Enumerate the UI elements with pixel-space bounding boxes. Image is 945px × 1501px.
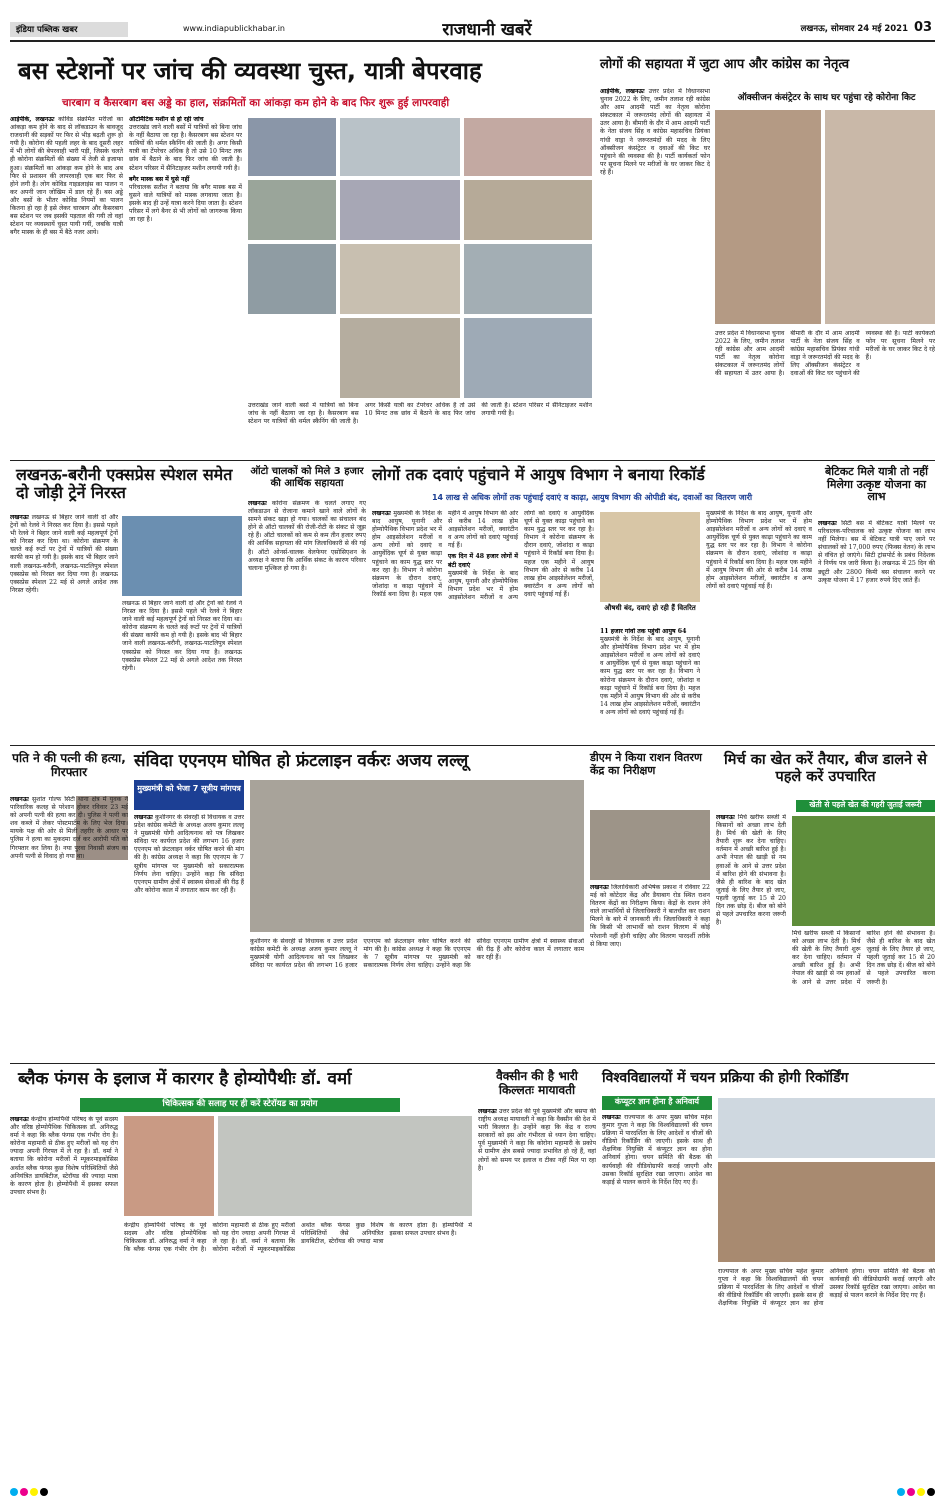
- story-chilli-text-2: मिर्च खरीफ सब्जी में किसानों को अच्छा लाभ देती है। मिर्च की खेती के लिए तैयारी शुरू कर देना चाहिए। वर्तमान में अच्छी बारिश हुई है। अभी नेपाल की खाड़ी से नम हवाओं के आने से उत्तर प्रदेश में बारिश होने की संभावना है। जैसे ही बारिश के बाद खेत जुताई के लिए तैयार हो जाए, पहली जुताई कर 15 से 20 दिन तक छोड़ दें। बीज को बोने से पहले उपचारित करना जरूरी है।: [792, 930, 935, 986]
- eye-photo: [124, 1116, 214, 1216]
- story-chilli: [716, 750, 935, 1060]
- story-anm: [134, 750, 584, 1060]
- story-dm-body: [590, 884, 710, 1058]
- header-section-title: राजधानी खबरें: [442, 20, 532, 40]
- story-husband-text: सुशांत गोल्फ सिटी थाना क्षेत्र में युवक ने पारिवारिक कलह से परेशान होकर रविवार 23 मई को अपनी पत्नी की हत्या कर दी। पुलिस ने पत्नी का शव कब्जे में लेकर पोस्टमार्टम के लिए भेज दिया। मायके पक्ष की ओर से मिली तहरीर के आधार पर पुलिस ने हत्या का मुकदमा दर्ज कर आरोपी पति को गिरफ्तार कर लिया है। नया पुरवा निवासी संजय का अपनी पत्नी से विवाद हो गया था।: [10, 796, 128, 860]
- story-bus-text-bottom: उत्तराखंड जाने वाली बसों में यात्रियों को बिना जांच के नहीं बैठाया जा रहा है। कैसरबाग बस स्टेशन पर यात्रियों की थर्मल स्कैनिंग की जाती है। अगर किसी यात्री का टेंपरेचर अधिक है तो उसे 10 मिनट तक छांव में बैठाने के बाद फिर जांच की जाती है। स्टेशन परिसर में सैनिटाइजर मशीन लगायी गयी है।: [248, 402, 592, 426]
- story-bed-body: [818, 520, 935, 740]
- story-anm-text: कुशीनगर के सेवरही से विधायक व उत्तर प्रदेश कांग्रेस कमेटी के अध्यक्ष अजय कुमार लल्लू ने मुख्यमंत्री योगी आदित्यनाथ को पत्र लिखकर संविदा पर कार्यरत प्रदेश की लगभग 16 हजार एएनएम को फ्रंटलाइन वर्कर घोषित करने की मांग की है। कांग्रेस अध्यक्ष ने कहा कि एएनएम के 7 सूत्रीय मांगपत्र पर मुख्यमंत्री को सकारात्मक निर्णय लेना चाहिए। उन्होंने कहा कि संविदा एएनएम ग्रामीण क्षेत्रों में स्वास्थ्य सेवाओं की रीढ़ हैं और कोरोना काल में लगातार काम कर रही हैं।: [134, 814, 244, 894]
- story-husband: [10, 750, 128, 1060]
- color-mark-magenta-right: [907, 1488, 915, 1496]
- story-bus-kicker: चारबाग व कैसरबाग बस अड्डे का हाल, संक्रमितों का आंकड़ा कम होने के बाद फिर शुरू हुई लापरवाही: [62, 97, 450, 109]
- story-ayush-text: मुख्यमंत्री के निर्देश के बाद आयुष, यूनानी और होम्योपैथिक विभाग प्रदेश भर में होम आइसोलेशन मरीजों व अन्य लोगों को दवाएं व आयुर्वेदिक चूर्ण से युक्त काढ़ा पहुंचाने का काम युद्ध स्तर पर कर रहा है। विभाग ने कोरोना संक्रमण के दौरान दवाएं, जोशांदा व काढ़ा पहुंचाने में रिकॉर्ड बना दिया है। महज एक महीने में आयुष विभाग की ओर से करीब 14 लाख होम आइसोलेशन मरीजों, क्वारंटीन व अन्य लोगों को दवाएं पहुंचाई गई हैं।: [372, 510, 518, 598]
- story-aap-kicker: ऑक्सीजन कंसंट्रेटर के साथ घर पहुंचा रहे कोरोना किट: [737, 93, 916, 103]
- chilli-field-photo: [792, 816, 935, 926]
- bus-photo-2: [340, 118, 460, 176]
- story-bed-headline: बेटिकट मिले यात्री तो नहीं मिलेगा उत्कृष्ट योजना का लाभ: [825, 465, 928, 504]
- story-auto-lead: लखनऊः: [248, 500, 267, 507]
- story-ayush-headline: लोगों तक दवाएं पहुंचाने में आयुष विभाग ने बनाया रिकॉर्ड: [372, 465, 705, 484]
- header-rule: [10, 40, 935, 42]
- story-chilli-text: मिर्च खरीफ सब्जी में किसानों को अच्छा लाभ देती है। मिर्च की खेती के लिए तैयारी शुरू कर देना चाहिए। वर्तमान में अच्छी बारिश हुई है। अभी नेपाल की खाड़ी से नम हवाओं के आने से उत्तर प्रदेश में बारिश होने की संभावना है। जैसे ही बारिश के बाद खेत जुताई के लिए तैयार हो जाए, पहली जुताई कर 15 से 20 दिन तक छोड़ दें। बीज को बोने से पहले उपचारित करना जरूरी है।: [716, 814, 786, 927]
- university-building-photo: [718, 1162, 935, 1262]
- story-train-lead: लखनऊः: [10, 514, 29, 521]
- story-vaccine: [478, 1068, 596, 1483]
- story-chilli-kicker: खेती से पहले खेत की गहरी जुताई जरूरी: [796, 800, 935, 812]
- bus-photo-8: [340, 244, 460, 314]
- color-mark-black-right: [927, 1488, 935, 1496]
- color-mark-black: [40, 1488, 48, 1496]
- bus-photo-9: [464, 244, 592, 314]
- color-mark-cyan-right: [897, 1488, 905, 1496]
- color-mark-cyan: [10, 1488, 18, 1496]
- story-bus-text: कोविड संक्रमित मरीजों का आंकड़ा कम होने के बाद से लॉकडाउन के बावजूद राजधानी की सड़कों पर फिर से भीड़ बढ़ती शुरू हो गयी है। कोरोना की पहली लहर के बाद दूसरी लहर में भी लोगों की बेपरवाही भारी पड़ी, जिसके चलते ही कोरोना संक्रमितों की संख्या में तेजी से इजाफा हुआ। संक्रमितों का आंकड़ा कम होने के बाद अब फिर से प्रशासन की लापरवाही एक बार फिर से होने लगी है। लोग कोविड गाइडलाइंस का पालन न कर अपनी जान जोखिम में डाल रहे हैं। बस अड्डे और बसों के भीतर कोविड नियमों का पालन कितना हो रहा है इसे लेकर चारबाग और कैसरबाग बस स्टेशन पर जब इसकी पड़ताल की गयी तो वहां स्टेशन पर व्यवस्थायें चुस्त पायी गयीं, जबकि यात्री बगैर मास्क के ही बस में बैठे नजर आये।: [10, 116, 123, 237]
- ayush-photo-caption: औषधी बंद, दवाएं हो रही हैं वितरित: [604, 604, 696, 612]
- story-aap-text: उत्तर प्रदेश में विधानसभा चुनाव 2022 के लिए, जमीन तलाश रही कांग्रेस और आम आदमी पार्टी का नेतृत्व कोरोना संकटकाल में जरूरतमंद लोगों की सहायता में उतर आया है। बीमारी के दौर में आम आदमी पार्टी के नेता संजय सिंह व कांग्रेस महासचिव प्रियंका गांधी वाड्रा ने जरूरतमंदों की मदद के लिए ऑक्सीजन कंसंट्रेटर व दवाओं की किट घर पहुंचाने की व्यवस्था की है। पार्टी कार्यकर्ता फोन पर सूचना मिलने पर मरीजों के घर जाकर किट दे रहे हैं।: [600, 88, 710, 176]
- bus-photo-11: [464, 318, 592, 398]
- story-ayush-kicker: 14 लाख से अधिक लोगों तक पहुंचाई दवाएं व काढ़ा, आयुष विभाग की ओपीडी बंद, दवाओं का वितरण जारी: [431, 493, 753, 502]
- bus-photo-5: [340, 180, 460, 240]
- story-aap-text-bottom: उत्तर प्रदेश में विधानसभा चुनाव 2022 के लिए, जमीन तलाश रही कांग्रेस और आम आदमी पार्टी का नेतृत्व कोरोना संकटकाल में जरूरतमंद लोगों की सहायता में उतर आया है। बीमारी के दौर में आम आदमी पार्टी के नेता संजय सिंह व कांग्रेस महासचिव प्रियंका गांधी वाड्रा ने जरूरतमंदों की मदद के लिए ऑक्सीजन कंसंट्रेटर व दवाओं की किट घर पहुंचाने की व्यवस्था की है। पार्टी कार्यकर्ता फोन पर सूचना मिलने पर मरीजों के घर जाकर किट दे रहे हैं।: [715, 330, 935, 378]
- story-bus-body-bottom: [248, 402, 592, 454]
- story-vaccine-headline: वैक्सीन की है भारी किल्लतः मायावती: [496, 1069, 578, 1097]
- story-auto-drivers: [248, 464, 366, 742]
- header-url[interactable]: www.indiapublickhabar.in: [183, 24, 285, 33]
- story-bus-headline: बस स्टेशनों पर जांच की व्यवस्था चुस्त, यात्री बेपरवाह: [18, 57, 482, 85]
- story-auto-body: [248, 500, 366, 740]
- congress-leader-photo: [825, 110, 935, 324]
- train-photo: [122, 516, 242, 596]
- bus-photo-4: [248, 180, 336, 240]
- story-auto-text: कोरोना संक्रमण के चलते लगाए गए लॉकडाउन से रोजाना कमाने खाने वाले लोगों के सामने संकट खड़ा हो गया। चालकों का संचालन बंद होने से ऑटो चालकों की रोजी-रोटी के संकट से जूझ रहे हैं। ऑटो चालकों को कम से कम तीन हजार रुपए की आर्थिक सहायता की मांग जिलाधिकारी से की गई है। ऑटो ओनर्स-चालक वेलफेयर एसोसिएशन के अध्यक्ष ने बताया कि आर्थिक संकट के कारण परिवार चलाना मुश्किल हो गया है।: [248, 500, 366, 572]
- story-vaccine-lead: लखनऊः: [478, 1108, 497, 1115]
- story-bus-text-3: परिचालक सतीश ने बताया कि बगैर मास्क बस में घुसने वाले यात्रियों को मास्क लगवाया जाता है। इसके बाद ही उन्हें यात्रा करने दिया जाता है। स्टेशन परिसर में लगे बैनर से भी लोगों को जागरूक किया जा रहा है।: [129, 183, 242, 224]
- dm-photo: [590, 810, 710, 880]
- anm-protest-photo: [250, 780, 584, 932]
- story-univ-body-right: [718, 1268, 935, 1481]
- story-vaccine-text: उत्तर प्रदेश की पूर्व मुख्यमंत्री और बसपा की राष्ट्रीय अध्यक्ष मायावती ने कहा कि वैक्सीन की देश में भारी किल्लत है। उन्होंने कहा कि केंद्र व राज्य सरकारों को इस ओर गंभीरता से ध्यान देना चाहिए। पूर्व मुख्यमंत्री ने कहा कि कोरोना महामारी के प्रकोप से ग्रामीण क्षेत्र सबसे ज्यादा प्रभावित हो रहे हैं, वहां लोगों को समय पर इलाज व टीका नहीं मिल पा रहा है।: [478, 1108, 596, 1172]
- story-ayush-body-right: [706, 510, 812, 740]
- story-univ-text: राज्यपाल के अपर मुख्य सचिव महेश कुमार गुप्ता ने कहा कि विश्वविद्यालयों की चयन प्रक्रिया में पारदर्शिता के लिए आदेशों व चीजों की वीडियो रिकॉर्डिंग की जाएगी। इसके साथ ही शैक्षणिक नियुक्ति में कंप्यूटर ज्ञान का होना अनिवार्य होगा। चयन समिति की बैठक की कार्यवाही की वीडियोग्राफी कराई जाएगी और उसका रिकॉर्ड सुरक्षित रखा जाएगा। आदेश का कड़ाई से पालन कराने के निर्देश दिए गए हैं।: [602, 1114, 712, 1186]
- color-mark-yellow-right: [917, 1488, 925, 1496]
- story-train-text: लखनऊ से बिहार जाने वाली दो और ट्रेनों को रेलवे ने निरस्त कर दिया है। इससे पहले भी रेलवे ने बिहार जाने वाली कई महत्वपूर्ण ट्रेनों को निरस्त कर दिया था। कोरोना संक्रमण के चलते कई रूटों पर ट्रेनों में यात्रियों की संख्या काफी कम हो गयी है। इसके बाद भी बिहार जाने वाली लखनऊ-बरौनी, लखनऊ-पाटलिपुत्र स्पेशल एक्सप्रेस को निरस्त कर दिया गया है। लखनऊ एक्सप्रेस स्पेशल 22 मई से अगले आदेश तक निरस्त रहेगी।: [10, 514, 118, 594]
- story-fungus-headline: ब्लैक फंगस के इलाज में कारगर है होम्योपैथीः डॉ. वर्मा: [18, 1069, 352, 1089]
- story-univ-text-2: राज्यपाल के अपर मुख्य सचिव महेश कुमार गुप्ता ने कहा कि विश्वविद्यालयों की चयन प्रक्रिया में पारदर्शिता के लिए आदेशों व चीजों की वीडियो रिकॉर्डिंग की जाएगी। इसके साथ ही शैक्षणिक नियुक्ति में कंप्यूटर ज्ञान का होना अनिवार्य होगा। चयन समिति की बैठक की कार्यवाही की वीडियोग्राफी कराई जाएगी और उसका रिकॉर्ड सुरक्षित रखा जाएगा। आदेश का कड़ाई से पालन कराने के निर्देश दिए गए हैं।: [718, 1268, 935, 1308]
- story-fungus-body-left: [10, 1116, 118, 1481]
- story-auto-headline: ऑटो चालकों को मिले 3 हजार की आर्थिक सहायता: [250, 466, 364, 489]
- story-ayush-body: [372, 510, 594, 740]
- story-dm-headline: डीएम ने किया राशन वितरण केंद्र का निरीक्षण: [590, 751, 702, 777]
- story-ayush-body-mid: [600, 628, 700, 740]
- color-mark-yellow: [30, 1488, 38, 1496]
- divider-2: [10, 745, 935, 746]
- story-chilli-headline: मिर्च का खेत करें तैयार, बीज डालने से पहले करें उपचारित: [724, 752, 927, 785]
- story-bed-text: सिटी बस में बेटिकट यात्री मिलने पर परिचालक-परिचालक को उत्कृष्ट योजना का लाभ नहीं मिलेगा। बस में बेटिकट यात्री पाए जाने पर संचालकों को 17,000 रुपए (फिक्स वेतन) के लाभ से वंचित हो जाएंगे। सिटी ट्रांसपोर्ट के प्रबंध निदेशक ने निर्णय पत्र जारी किया है। लखनऊ में 25 दिन की ड्यूटी और 2800 किमी बस संचालन करने पर उत्कृष्ट योजना में 17 हजार रुपये दिए जाते हैं।: [818, 520, 935, 584]
- bus-photo-7: [248, 244, 336, 314]
- story-dm-text: जिलाधिकारी अभिषेक प्रकाश ने रविवार 22 मई को कोटेदार केंद्र और डैयाबाग रोड स्थित राशन वितरण केंद्रों का निरीक्षण किया। केंद्रों के राशन लेने वाले लाभार्थियों से जिलाधिकारी ने बातचीत कर राशन मिलने के बारे में जानकारी ली। जिलाधिकारी ने कहा कि किसी भी लाभार्थी को राशन वितरण में कोई परेशानी नहीं होनी चाहिए और वितरण पारदर्शी तरीके से किया जाए।: [590, 884, 710, 948]
- story-universities: [602, 1068, 935, 1483]
- header-left-tab: इंडिया पब्लिक खबर: [10, 22, 128, 37]
- story-anm-text-2: कुशीनगर के सेवरही से विधायक व उत्तर प्रदेश कांग्रेस कमेटी के अध्यक्ष अजय कुमार लल्लू ने मुख्यमंत्री योगी आदित्यनाथ को पत्र लिखकर संविदा पर कार्यरत प्रदेश की लगभग 16 हजार एएनएम को फ्रंटलाइन वर्कर घोषित करने की मांग की है। कांग्रेस अध्यक्ष ने कहा कि एएनएम के 7 सूत्रीय मांगपत्र पर मुख्यमंत्री को सकारात्मक निर्णय लेना चाहिए। उन्होंने कहा कि संविदा एएनएम ग्रामीण क्षेत्रों में स्वास्थ्य सेवाओं की रीढ़ हैं और कोरोना काल में लगातार काम कर रही हैं।: [250, 938, 584, 970]
- story-ayush-subhead: एक दिन में 48 हजार लोगों में बंटी दवाएं: [448, 553, 518, 569]
- story-trains: [10, 464, 242, 742]
- story-fungus-body-bottom: [124, 1222, 472, 1481]
- story-aap-congress: [600, 48, 935, 458]
- story-univ-lead: लखनऊः: [602, 1114, 621, 1121]
- header-page-number: 03: [914, 20, 933, 35]
- fungus-microscope-photo: [218, 1116, 472, 1216]
- bus-photo-1: [248, 118, 336, 176]
- story-ayush-lead: लखनऊः: [372, 510, 391, 517]
- story-fungus-kicker: चिकित्सक की सलाह पर ही करें स्टेरॉयड का प्रयोग: [80, 1098, 400, 1112]
- color-mark-magenta: [20, 1488, 28, 1496]
- story-bed-lead: लखनऊः: [818, 520, 837, 527]
- story-anm-headline: संविदा एएनएम घोषित हो फ्रंटलाइन वर्करः अजय लल्लू: [134, 751, 469, 771]
- bus-photo-10: [340, 318, 460, 398]
- story-aap-body: [600, 88, 710, 456]
- story-ayush: [372, 464, 812, 742]
- story-bus-body: [10, 116, 242, 456]
- story-ayush-text-4: मुख्यमंत्री के निर्देश के बाद आयुष, यूनानी और होम्योपैथिक विभाग प्रदेश भर में होम आइसोलेशन मरीजों व अन्य लोगों को दवाएं व आयुर्वेदिक चूर्ण से युक्त काढ़ा पहुंचाने का काम युद्ध स्तर पर कर रहा है। विभाग ने कोरोना संक्रमण के दौरान दवाएं, जोशांदा व काढ़ा पहुंचाने में रिकॉर्ड बना दिया है। महज एक महीने में आयुष विभाग की ओर से करीब 14 लाख होम आइसोलेशन मरीजों, क्वारंटीन व अन्य लोगों को दवाएं पहुंचाई गई हैं।: [706, 510, 812, 590]
- story-fungus-text-2: केन्द्रीय होम्योपैथी परिषद के पूर्व सदस्य और वरिष्ठ होम्योपैथिक चिकित्सक डॉ. अनिरुद्ध वर्मा ने कहा कि ब्लैक फंगस एक गंभीर रोग है। कोरोना महामारी से ठीक हुए मरीजों को यह रोग ज्यादा अपनी गिरफ्त में ले रहा है। डॉ. वर्मा ने बताया कि कोरोना मरीजों में म्यूकरमाइकोसिस अर्थात ब्लैक फंगस कुछ विशेष परिस्थितियों जैसे अनियंत्रित डायबिटीज, स्टेरॉयड की ज्यादा मात्रा के कारण होता है। होम्योपैथी में इसका सफल उपचार संभव है।: [124, 1222, 472, 1254]
- story-black-fungus: [10, 1068, 472, 1483]
- story-husband-headline: पति ने की पत्नी की हत्या, गिरफ्तार: [12, 751, 126, 779]
- print-registration-marks: [10, 1488, 935, 1498]
- story-univ-kicker: कंप्यूटर ज्ञान होना है अनिवार्य: [602, 1096, 712, 1110]
- ayush-kadha-photo: [600, 512, 700, 602]
- header-dateline: लखनऊ, सोमवार 24 मई 2021: [800, 24, 908, 34]
- bus-photo-3: [464, 118, 592, 176]
- story-aap-headline: लोगों की सहायता में जुटा आप और कांग्रेस का नेतृत्व: [600, 57, 850, 72]
- story-chilli-body-right: [792, 930, 935, 1058]
- page-header: [0, 0, 945, 44]
- story-ayush-text-2: मुख्यमंत्री के निर्देश के बाद आयुष, यूनानी और होम्योपैथिक विभाग प्रदेश भर में होम आइसोलेशन मरीजों व अन्य लोगों को दवाएं व आयुर्वेदिक चूर्ण से युक्त काढ़ा पहुंचाने का काम युद्ध स्तर पर कर रहा है। विभाग ने कोरोना संक्रमण के दौरान दवाएं, जोशांदा व काढ़ा पहुंचाने में रिकॉर्ड बना दिया है। महज एक महीने में आयुष विभाग की ओर से करीब 14 लाख होम आइसोलेशन मरीजों, क्वारंटीन व अन्य लोगों को दवाएं पहुंचाई गई हैं।: [448, 510, 594, 601]
- story-train-text-2: लखनऊ से बिहार जाने वाली दो और ट्रेनों को रेलवे ने निरस्त कर दिया है। इससे पहले भी रेलवे ने बिहार जाने वाली कई महत्वपूर्ण ट्रेनों को निरस्त कर दिया था। कोरोना संक्रमण के चलते कई रूटों पर ट्रेनों में यात्रियों की संख्या काफी कम हो गयी है। इसके बाद भी बिहार जाने वाली लखनऊ-बरौनी, लखनऊ-पाटलिपुत्र स्पेशल एक्सप्रेस को निरस्त कर दिया गया है। लखनऊ एक्सप्रेस स्पेशल 22 मई से अगले आदेश तक निरस्त रहेगी।: [122, 600, 242, 672]
- story-train-body-right: [122, 600, 242, 740]
- story-univ-body-left: [602, 1114, 712, 1481]
- story-ayush-text-3: मुख्यमंत्री के निर्देश के बाद आयुष, यूनानी और होम्योपैथिक विभाग प्रदेश भर में होम आइसोलेशन मरीजों व अन्य लोगों को दवाएं व आयुर्वेदिक चूर्ण से युक्त काढ़ा पहुंचाने का काम युद्ध स्तर पर कर रहा है। विभाग ने कोरोना संक्रमण के दौरान दवाएं, जोशांदा व काढ़ा पहुंचाने में रिकॉर्ड बना दिया है। महज एक महीने में आयुष विभाग की ओर से करीब 14 लाख होम आइसोलेशन मरीजों, क्वारंटीन व अन्य लोगों को दवाएं पहुंचाई गई हैं।: [600, 636, 700, 716]
- divider-1: [10, 460, 935, 461]
- story-dm-lead: लखनऊः: [590, 884, 609, 891]
- story-fungus-text: केन्द्रीय होम्योपैथी परिषद के पूर्व सदस्य और वरिष्ठ होम्योपैथिक चिकित्सक डॉ. अनिरुद्ध वर्मा ने कहा कि ब्लैक फंगस एक गंभीर रोग है। कोरोना महामारी से ठीक हुए मरीजों को यह रोग ज्यादा अपनी गिरफ्त में ले रहा है। डॉ. वर्मा ने बताया कि कोरोना मरीजों में म्यूकरमाइकोसिस अर्थात ब्लैक फंगस कुछ विशेष परिस्थितियों जैसे अनियंत्रित डायबिटीज, स्टेरॉयड की ज्यादा मात्रा के कारण होता है। होम्योपैथी में इसका सफल उपचार संभव है।: [10, 1116, 118, 1196]
- story-bus-subhead-2: बगैर मास्क बस में घुसे नहीं: [129, 175, 190, 183]
- story-husband-body: [10, 796, 128, 1058]
- bus-photo-6: [464, 180, 592, 240]
- story-bus-text-2: उत्तराखंड जाने वाली बसों में यात्रियों को बिना जांच के नहीं बैठाया जा रहा है। कैसरबाग बस स्टेशन पर यात्रियों की थर्मल स्कैनिंग की जाती है। अगर किसी यात्री का टेंपरेचर अधिक है तो उसे 10 मिनट तक छांव में बैठाने के बाद फिर जांच की जाती है। स्टेशन परिसर में सैनिटाइजर मशीन लगायी गयी है।: [129, 124, 242, 172]
- story-aap-lead: आईपीके, लखनऊः: [600, 88, 645, 95]
- story-anm-body-left: [134, 814, 244, 1058]
- story-fungus-lead: लखनऊः: [10, 1116, 29, 1123]
- story-beticket: [818, 464, 935, 742]
- story-aap-body-bottom: [715, 330, 935, 456]
- story-ayush-subhead-2: 11 हजार गांवों तक पहुंची आयुष 64: [600, 628, 687, 635]
- story-anm-body-bottom: [250, 938, 584, 1058]
- story-train-body-left: [10, 514, 118, 740]
- story-vaccine-body: [478, 1108, 596, 1481]
- story-chilli-body-left: [716, 814, 786, 1058]
- aap-leader-photo: [715, 110, 821, 324]
- flag-photo: [718, 1098, 935, 1158]
- story-bus-lead: आईपीके, लखनऊः: [10, 116, 55, 123]
- story-anm-inset: मुख्यमंत्री को भेजा 7 सूत्रीय मांगपत्र: [134, 780, 244, 810]
- story-bus-subhead-1: ऑटोमैटिक मशीन से हो रही जांच: [129, 116, 204, 123]
- divider-3: [10, 1063, 935, 1064]
- story-husband-lead: लखनऊः: [10, 796, 29, 803]
- story-chilli-lead: लखनऊः: [716, 814, 735, 821]
- story-dm: [590, 750, 710, 1060]
- story-anm-lead: लखनऊः: [134, 814, 153, 821]
- story-univ-headline: विश्वविद्यालयों में चयन प्रक्रिया की होगी रिकॉर्डिंग: [602, 1070, 849, 1086]
- story-bus-stations: [10, 48, 595, 458]
- story-train-headline: लखनऊ-बरौनी एक्सप्रेस स्पेशल समेत दो जोड़ी ट्रेनें निरस्त: [16, 465, 233, 503]
